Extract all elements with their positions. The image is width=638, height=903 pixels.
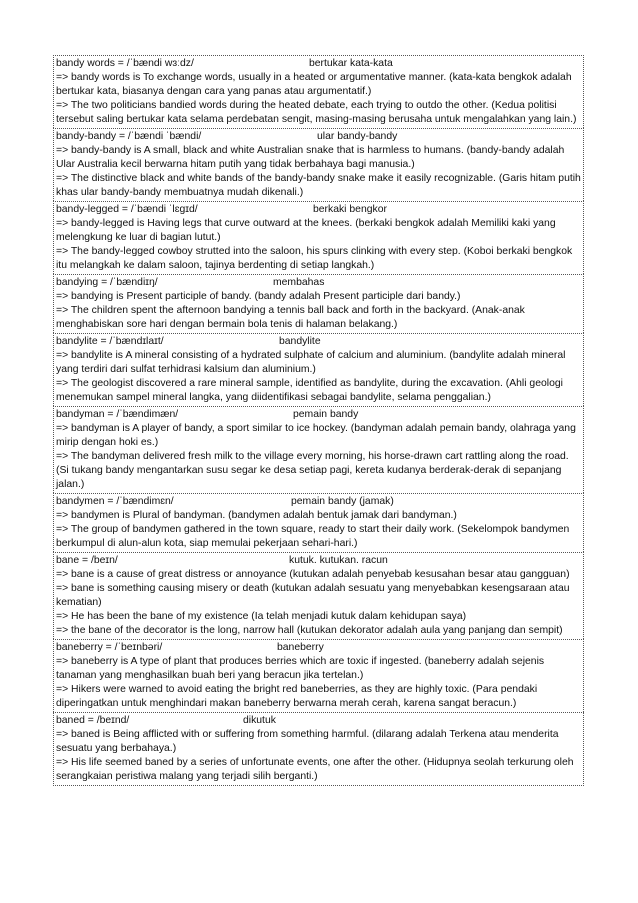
entry-meaning: baneberry	[277, 642, 324, 653]
entry-definition-line: => The bandy-legged cowboy strutted into the saloon, his spurs clinking with every step. (Koboi berkaki bengkok itu melangkah ke dalam saloon, tajinya berdenting di setiap langkah.)	[56, 246, 573, 271]
entry-headword-row	[56, 335, 581, 349]
dictionary-entry	[53, 406, 584, 493]
entry-meaning: kutuk. kutukan. racun	[289, 555, 388, 566]
dictionary-entry	[53, 128, 584, 201]
entry-headword-row	[56, 203, 581, 217]
entry-meaning: pemain bandy (jamak)	[291, 496, 394, 507]
entry-headword-row	[56, 714, 581, 728]
entry-definition-line: => bandy words is To exchange words, usually in a heated or argumentative manner. (kata-kata bengkok adalah bertukar kata, biasanya dengan cara yang panas atau argumentatif.)	[56, 72, 572, 97]
entry-definition-line: => bandymen is Plural of bandyman. (bandymen adalah bentuk jamak dari bandyman.)	[56, 510, 457, 521]
entry-term: bandying = /ˈbændiɪŋ/	[56, 277, 158, 288]
dictionary-entry	[53, 274, 584, 333]
entry-headword-row	[56, 408, 581, 422]
entry-meaning: bertukar kata-kata	[309, 58, 393, 69]
entry-term: bandylite = /ˈbændɪlaɪt/	[56, 336, 164, 347]
entry-meaning: bandylite	[279, 336, 321, 347]
entry-headword-row	[56, 57, 581, 71]
dictionary-entry	[53, 333, 584, 406]
entry-term: bandy words = /ˈbændi wɜːdz/	[56, 58, 194, 69]
entry-definition-line: => The children spent the afternoon bandying a tennis ball back and forth in the backyard. (Anak-anak menghabiskan sore hari dengan bermain bola tenis di halaman belakang.)	[56, 305, 525, 330]
entry-definition-line: => His life seemed baned by a series of unfortunate events, one after the other. (Hidupnya seolah terkurung oleh serangkaian peristiwa malang yang terjadi silih berganti.)	[56, 757, 574, 782]
entry-term: baned = /beɪnd/	[56, 715, 130, 726]
entry-definition-line: => bandying is Present participle of bandy. (bandy adalah Present participle dari bandy.)	[56, 291, 461, 302]
dictionary-entry	[53, 552, 584, 639]
entry-headword-row	[56, 276, 581, 290]
dictionary-entry	[53, 201, 584, 274]
dictionary-entry	[53, 712, 584, 786]
entry-meaning: dikutuk	[243, 715, 276, 726]
dictionary-entry	[53, 55, 584, 128]
entry-headword-row	[56, 130, 581, 144]
entry-definition-line: => bandy-legged is Having legs that curve outward at the knees. (berkaki bengkok adalah Memiliki kaki yang melengkung ke luar di bagian lutut.)	[56, 218, 556, 243]
entry-term: bandy-legged = /ˈbændi ˈlɛɡɪd/	[56, 204, 198, 215]
entry-meaning: membahas	[273, 277, 325, 288]
entry-definition-line: => baned is Being afflicted with or suffering from something harmful. (dilarang adalah Terkena atau menderita sesuatu yang berbahaya.)	[56, 729, 559, 754]
entry-headword-row	[56, 641, 581, 655]
entry-definition-line: => baneberry is A type of plant that produces berries which are toxic if ingested. (baneberry adalah sejenis tanaman yang menghasilkan buah beri yang beracun jika tertelan.)	[56, 656, 545, 681]
dictionary-page	[53, 55, 584, 786]
entry-definition-line: => bandylite is A mineral consisting of a hydrated sulphate of calcium and aluminium. (bandylite adalah mineral yang terdiri dari sulfat terhidrasi kalsium dan aluminium.)	[56, 350, 566, 375]
entry-headword-row	[56, 554, 581, 568]
entry-definition-line: => He has been the bane of my existence (Ia telah menjadi kutuk dalam kehidupan saya)	[56, 611, 467, 622]
entry-definition-line: => The distinctive black and white bands of the bandy-bandy snake make it easily recognizable. (Garis hitam putih khas ular bandy-bandy membuatnya mudah dikenali.)	[56, 173, 581, 198]
entry-definition-line: => bandy-bandy is A small, black and white Australian snake that is harmless to humans. (bandy-bandy adalah Ular Australia kecil berwarna hitam putih yang tidak berbahaya bagi manusia.)	[56, 145, 565, 170]
entry-term: bandyman = /ˈbændimæn/	[56, 409, 179, 420]
entry-definition-line: => the bane of the decorator is the long, narrow hall (kutukan dekorator adalah aula yang panjang dan sempit)	[56, 625, 563, 636]
entry-definition-line: => bane is a cause of great distress or annoyance (kutukan adalah penyebab kesusahan besar atau gangguan)	[56, 569, 570, 580]
entry-term: bane = /beɪn/	[56, 555, 118, 566]
entry-term: baneberry = /ˈbeɪnbəri/	[56, 642, 163, 653]
entry-meaning: ular bandy-bandy	[317, 131, 398, 142]
entry-definition-line: => bane is something causing misery or death (kutukan adalah sesuatu yang menyebabkan kesengsaraan atau kematian)	[56, 583, 570, 608]
dictionary-entry	[53, 639, 584, 712]
entry-definition-line: => The geologist discovered a rare mineral sample, identified as bandylite, during the excavation. (Ahli geologi menemukan sampel mineral langka, yang diidentifikasi sebagai bandylite, selama penggalian.)	[56, 378, 563, 403]
entry-definition-line: => The two politicians bandied words during the heated debate, each trying to outdo the other. (Kedua politisi tersebut saling bertukar kata selama perdebatan sengit, masing-masing berusaha untuk mengalahkan yang lain.)	[56, 100, 577, 125]
entry-headword-row	[56, 495, 581, 509]
entry-term: bandy-bandy = /ˈbændi ˈbændi/	[56, 131, 202, 142]
entry-term: bandymen = /ˈbændimɛn/	[56, 496, 174, 507]
entry-definition-line: => The bandyman delivered fresh milk to the village every morning, his horse-drawn cart rattling along the road. (Si tukang bandy mengantarkan susu segar ke desa setiap pagi, kereta kudanya berderak-derak di sepanjang jalan.)	[56, 451, 569, 490]
entry-meaning: berkaki bengkor	[313, 204, 387, 215]
dictionary-entry	[53, 493, 584, 552]
entry-meaning: pemain bandy	[293, 409, 359, 420]
entry-definition-line: => bandyman is A player of bandy, a sport similar to ice hockey. (bandyman adalah pemain bandy, olahraga yang mirip dengan hoki es.)	[56, 423, 576, 448]
entry-definition-line: => Hikers were warned to avoid eating the bright red baneberries, as they are highly toxic. (Para pendaki diperingatkan untuk menghindari makan baneberry berwarna merah cerah, karena sangat beracun.)	[56, 684, 538, 709]
entry-definition-line: => The group of bandymen gathered in the town square, ready to start their daily work. (Sekelompok bandymen berkumpul di alun-alun kota, siap memulai pekerjaan sehari-hari.)	[56, 524, 570, 549]
